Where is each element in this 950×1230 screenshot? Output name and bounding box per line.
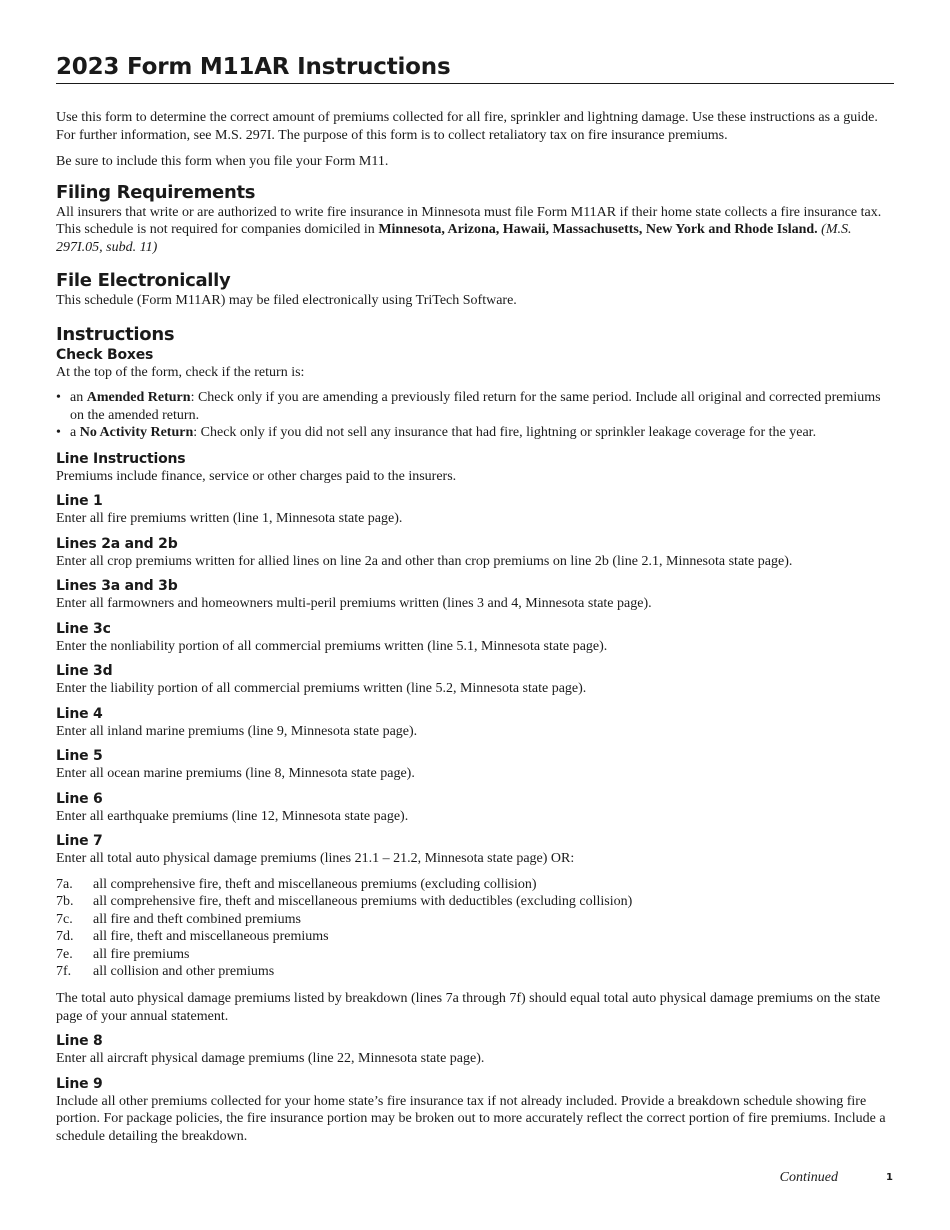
bullet-icon: •: [56, 390, 61, 405]
line-6-text: Enter all earthquake premiums (line 12, Minnesota state page).: [56, 808, 409, 824]
page-number: 1: [886, 1172, 893, 1183]
list-item: [56, 424, 894, 442]
intro-paragraph-2: Be sure to include this form when you file your Form M11.: [56, 154, 389, 169]
line-3d-heading: Line 3d: [56, 663, 113, 679]
item-label: 7a.: [56, 876, 73, 892]
item-text: : Check only if you are amending a previously filed return for the same period. Include all original and corrected premiums on the amended return.: [70, 390, 881, 423]
line-3ab-heading: Lines 3a and 3b: [56, 578, 178, 594]
item-text: all collision and other premiums: [93, 964, 275, 980]
line-8-heading: Line 8: [56, 1033, 103, 1050]
line-4-text: Enter all inland marine premiums (line 9, Minnesota state page).: [56, 723, 418, 739]
filing-requirements-heading: Filing Requirements: [56, 181, 256, 203]
statute-citation: (M.S. 297I.05, subd. 11): [56, 222, 852, 255]
list-item: [56, 389, 894, 424]
line-1-text: Enter all fire premiums written (line 1, Minnesota state page).: [56, 511, 403, 526]
filing-requirements-text: [56, 204, 894, 257]
line-3ab-text: Enter all farmowners and homeowners multi-peril premiums written (lines 3 and 4, Minnesota state page).: [56, 596, 652, 611]
line-2-heading: Lines 2a and 2b: [56, 535, 178, 552]
bullet-icon: •: [56, 425, 61, 440]
line-7-total-note: The total auto physical damage premiums listed by breakdown (lines 7a through 7f) should equal total auto physical damage premiums on the state page of your annual statement.: [56, 991, 881, 1024]
line-instructions-text: Premiums include finance, service or other charges paid to the insurers.: [56, 468, 457, 484]
line-7-text: Enter all total auto physical damage premiums (lines 21.1 – 21.2, Minnesota state page) OR:: [56, 851, 575, 866]
item-prefix: an: [70, 390, 87, 405]
line-3c-text: Enter the nonliability portion of all commercial premiums written (line 5.1, Minnesota state page).: [56, 638, 608, 654]
item-text: all comprehensive fire, theft and miscellaneous premiums (excluding collision): [93, 876, 537, 892]
exempt-states: Minnesota, Arizona, Hawaii, Massachusetts, New York and Rhode Island.: [378, 222, 818, 237]
item-label: 7b.: [56, 894, 74, 910]
list-item: [56, 946, 894, 964]
no-activity-return-term: No Activity Return: [79, 425, 194, 440]
list-item: [56, 893, 894, 911]
item-prefix: a: [70, 425, 80, 440]
check-boxes-text: At the top of the form, check if the return is:: [56, 364, 305, 380]
list-item: [56, 928, 894, 946]
line-9-text: Include all other premiums collected for your home state’s fire insurance tax if not already included. Provide a breakdown schedule showing fire portion. For package policies, the fire insurance portion may be broken out to more accurately reflect the correct portion of fire premiums. Include a schedule detailing the breakdown.: [56, 1093, 886, 1144]
item-text: all fire, theft and miscellaneous premiums: [93, 929, 329, 945]
intro-paragraph-1: Use this form to determine the correct amount of premiums collected for all fire, sprinkler and lightning damage. Use these instructions as a guide. For further information, see M.S. 297I. The purpose of this form is to collect retaliatory tax on fire insurance premiums.: [56, 110, 878, 143]
line-7-breakdown-list: [56, 876, 894, 982]
line-1-heading: Line 1: [56, 493, 103, 509]
item-text: all fire and theft combined premiums: [93, 911, 301, 927]
continued-note: Continued: [779, 1170, 838, 1185]
line-5-text: Enter all ocean marine premiums (line 8, Minnesota state page).: [56, 766, 415, 781]
line-6-heading: Line 6: [56, 790, 103, 807]
list-item: [56, 876, 894, 894]
check-boxes-heading: Check Boxes: [56, 346, 154, 363]
item-label: 7d.: [56, 929, 74, 945]
instructions-heading: Instructions: [56, 323, 175, 345]
amended-return-term: Amended Return: [86, 390, 191, 405]
list-item: [56, 963, 894, 981]
file-electronically-heading: File Electronically: [56, 270, 231, 291]
line-9-heading: Line 9: [56, 1075, 103, 1092]
item-label: 7e.: [56, 946, 73, 962]
item-text: : Check only if you did not sell any insurance that had fire, lightning or sprinkler leakage coverage for the year.: [193, 425, 817, 440]
item-label: 7c.: [56, 911, 73, 927]
file-electronically-text: This schedule (Form M11AR) may be filed electronically using TriTech Software.: [56, 293, 517, 308]
return-type-list: [56, 389, 894, 442]
line-8-text: Enter all aircraft physical damage premiums (line 22, Minnesota state page).: [56, 1051, 485, 1067]
line-3d-text: Enter the liability portion of all commercial premiums written (line 5.2, Minnesota state page).: [56, 681, 587, 696]
page-footer: [0, 1169, 950, 1189]
item-text: all comprehensive fire, theft and miscellaneous premiums with deductibles (excluding collision): [93, 894, 633, 910]
line-3c-heading: Line 3c: [56, 620, 111, 637]
item-text: all fire premiums: [93, 946, 190, 962]
line-7-heading: Line 7: [56, 833, 103, 849]
line-4-heading: Line 4: [56, 705, 103, 722]
line-5-heading: Line 5: [56, 748, 103, 764]
list-item: [56, 911, 894, 929]
filing-text: All insurers that write or are authorized to write fire insurance in Minnesota must file Form M11AR if their home state collects a fire insurance tax. This schedule is not required for companies domiciled in: [56, 204, 882, 237]
page-title: 2023 Form M11AR Instructions: [56, 52, 894, 84]
line-instructions-heading: Line Instructions: [56, 450, 186, 467]
line-2-text: Enter all crop premiums written for allied lines on line 2a and other than crop premiums on line 2b (line 2.1, Minnesota state page).: [56, 553, 793, 569]
item-label: 7f.: [56, 964, 72, 980]
